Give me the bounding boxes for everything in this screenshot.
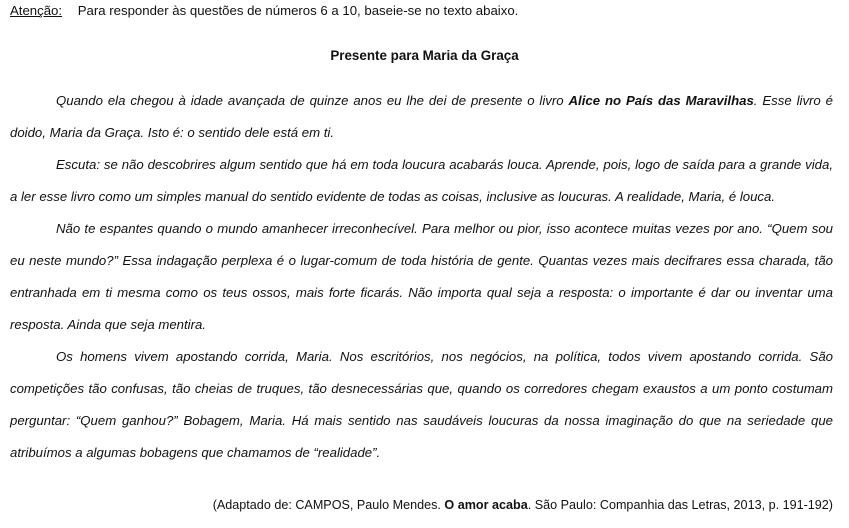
paragraph-3: Não te espantes quando o mundo amanhecer irreconhecível. Para melhor ou pior, isso acontece muitas vezes por ano. “Quem sou eu neste mundo?” Essa indagação perplexa é o lugar-comum de toda história de gente. Quantas vezes mais decifrares essa charada, tão entranhada em ti mesma como os teus ossos, mais forte ficarás. Não importa qual seja a resposta: o importante é dar ou inventar uma resposta. Ainda que seja mentira. xyxy=(10,221,833,332)
attention-text: Para responder às questões de números 6 a 10, baseie-se no texto abaixo. xyxy=(77,3,519,18)
paragraph-1 xyxy=(10,85,833,149)
citation-end: . São Paulo: Companhia das Letras, 2013, p. 191-192) xyxy=(527,498,833,512)
attention-label: Atenção: xyxy=(10,3,63,18)
citation-start: (Adaptado de: CAMPOS, Paulo Mendes. xyxy=(212,498,445,512)
text-body xyxy=(10,85,833,469)
paragraph-1-start: Quando ela chegou à idade avançada de quinze anos eu lhe dei de presente o livro xyxy=(56,93,569,108)
book-title: Alice no País das Maravilhas xyxy=(568,93,754,108)
source-citation xyxy=(213,497,833,513)
text-title: Presente para Maria da Graça xyxy=(330,48,519,63)
attention-note xyxy=(10,3,518,19)
paragraph-2: Escuta: se não descobrires algum sentido que há em toda loucura acabarás louca. Aprende, pois, logo de saída para a grande vida, a ler esse livro como um simples manual do sentido evidente de todas as coisas, inclusive as loucuras. A realidade, Maria, é louca. xyxy=(10,157,833,204)
paragraph-4: Os homens vivem apostando corrida, Maria. Nos escritórios, nos negócios, na política, todos vivem apostando corrida. São competições tão confusas, tão cheias de truques, tão desnecessárias que, quando os corredores chegam exaustos a um ponto costumam perguntar: “Quem ganhou?” Bobagem, Maria. Há mais sentido nas saudáveis loucuras da nossa imaginação do que na seriedade que atribuímos a algumas bobagens que chamamos de “realidade”. xyxy=(10,349,833,460)
paragraph-1-end: . Esse livro é doido, Maria da Graça. Isto é: o sentido dele está em ti. xyxy=(10,93,833,140)
citation-book-title: O amor acaba xyxy=(444,498,528,512)
